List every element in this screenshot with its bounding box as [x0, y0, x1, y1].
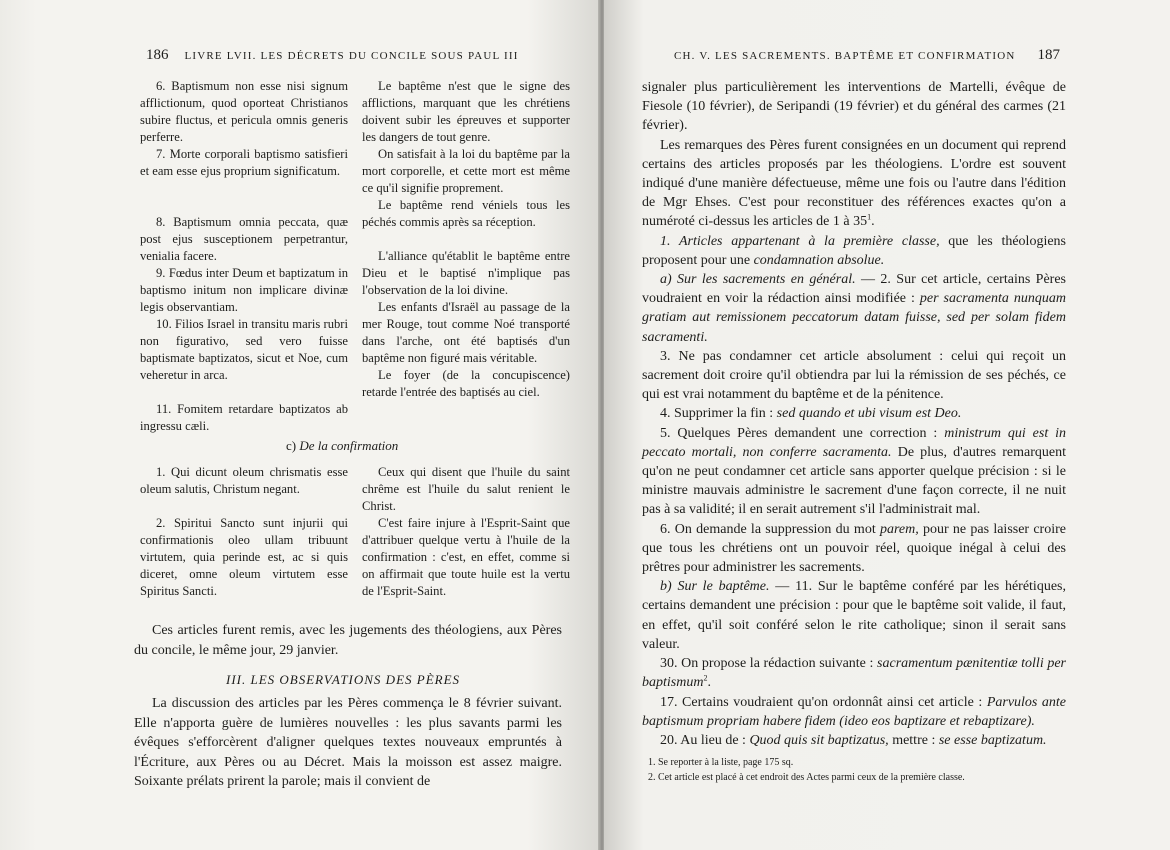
latin-article-11: 11. Fomitem retardare baptizatos ab ingressu cæli. [140, 402, 348, 433]
subsection-heading: c) De la confirmation [286, 438, 399, 453]
latin-article-9: 9. Fœdus inter Deum et baptizatum in baptismo initum non implicare divinæ legis observantiam. [140, 266, 348, 314]
french-article-11: Le foyer (de la concupiscence) retarde l'entrée des baptisés au ciel. [362, 368, 570, 399]
right-page-number: 187 [1037, 47, 1060, 63]
french-confirmation-1: Ceux qui disent que l'huile du saint chrême est l'huile du salut renient le Christ. [362, 465, 570, 513]
paragraph-article-6: 6. On demande la suppression du mot parem, pour ne pas laisser croire que tous les chrétiens ont un pouvoir réel, quoique inégal à celui des prêtres pour administrer les sacrements. [642, 521, 1066, 576]
latin-confirmation-1: 1. Qui dicunt oleum chrismatis esse oleum salutis, Christum negant. [140, 465, 348, 496]
footnote-1: 1. Se reporter à la liste, page 175 sq. [648, 757, 794, 768]
latin-article-6: 6. Baptismum non esse nisi signum afflictionum, quod oporteat Christianos subire fluctus, et pericula omnis generis perferre. [140, 79, 348, 144]
paragraph-sacraments-general: a) Sur les sacrements en général. — 2. Sur cet article, certains Pères voudraient en voir la rédaction ainsi modifiée : per sacramenta nunquam gratiam aut remissionem peccatorum datam fuisse, sed per solam fidem sacramenti. [642, 272, 1067, 345]
french-article-10: Les enfants d'Israël au passage de la mer Rouge, tout comme Noé transporté dans l'arche, ont été baptisés d'un baptême non figuré mais véritable. [362, 300, 570, 365]
subsection-title: De la confirmation [299, 438, 399, 453]
left-page-number: 186 [146, 47, 169, 63]
paragraph-baptism: b) Sur le baptême. — 11. Sur le baptême conféré par les hérétiques, certains demandent une précision : pour que le baptême soit valide, il faut, en effet, qu'il soit conféré selon le rite catholique; sinon il serait sans valeur. [642, 579, 1066, 652]
paragraph-interventions: signaler plus particulièrement les interventions de Martelli, évêque de Fiesole (10 février), de Seripandi (19 février) et du général des carmes (21 février). [642, 80, 1066, 134]
section-heading: III. LES OBSERVATIONS DES PÈRES [226, 672, 461, 687]
french-article-9: L'alliance qu'établit le baptême entre Dieu et le baptisé n'implique pas l'observation de la loi divine. [362, 249, 570, 297]
right-running-head [674, 47, 1060, 64]
french-confirmation-2: C'est faire injure à l'Esprit-Saint que d'attribuer quelque vertu à l'huile de la confirmation : c'est, en effet, comme si on affirmait que toute huile est la vertu de l'Esprit-Saint. [362, 516, 570, 598]
paragraph-article-4: 4. Supprimer la fin : sed quando et ubi visum est Deo. [660, 406, 962, 422]
paragraph-articles-remitted: Ces articles furent remis, avec les jugements des théologiens, aux Pères du concile, le même jour, 29 janvier. [134, 623, 562, 658]
right-page-body [642, 78, 1066, 750]
french-article-6: Le baptême n'est que le signe des afflictions, marquant que les chrétiens doivent subir les épreuves et supporter les dangers de tout genre. [362, 79, 570, 144]
paragraph-article-30: 30. On propose la rédaction suivante : sacramentum pænitentiæ tolli per baptismum$^2$. [642, 656, 1067, 691]
footnotes [648, 755, 1068, 785]
french-column-confirmation [362, 464, 570, 600]
latin-article-10: 10. Filios Israel in transitu maris rubri non figurativo, sed vero fuisse baptismate baptizatos, sicut et Noe, cum veheretur in arca. [140, 317, 348, 382]
paragraph-discussion: La discussion des articles par les Pères commença le 8 février suivant. Elle n'apporta guère de lumières nouvelles : les plus savants parmi les évêques s'efforcèrent d'aligner quelques textes nouveaux empruntés à l'Écriture, aux Pères ou au Décret. Mais la moisson est assez maigre. Soixante prélats prirent la parole; mais il convient de [134, 696, 562, 789]
paragraph-article-3: 3. Ne pas condamner cet article absolument : celui qui reçoit un sacrement doit croire qu'il obtiendra par lui la rémission de ses péchés, ce qui est vrai notamment du baptême et de la pénitence. [642, 348, 1066, 403]
right-running-title: CH. V. LES SACREMENTS. BAPTÊME ET CONFIRMATION [674, 50, 1016, 62]
latin-article-7: 7. Morte corporali baptismo satisfieri et eam esse ejus proprium significatum. [140, 147, 348, 178]
paragraph-remarks: Les remarques des Pères furent consignées en un document qui reprend certains des articles proposés par les théologiens. L'ordre est souvent indiqué d'une manière défectueuse, même une fois ou l'autre dans l'édition de Mgr Ehses. C'est pour reconstituer des références exactes qu'on a numéroté ci-dessus les articles de 1 à $35^1$. [642, 137, 1066, 230]
latin-column [140, 78, 348, 435]
french-article-8: Le baptême rend véniels tous les péchés commis après sa réception. [362, 198, 570, 229]
french-column [362, 78, 570, 401]
left-running-head [146, 47, 519, 64]
latin-article-8: 8. Baptismum omnia peccata, quæ post ejus susceptionem perpetrantur, venialia facere. [140, 215, 348, 263]
french-article-7: On satisfait à la loi du baptême par la mort corporelle, et cette mort est même ce qu'il signifie proprement. [362, 147, 570, 195]
left-running-title: LIVRE LVII. LES DÉCRETS DU CONCILE SOUS PAUL III [184, 50, 519, 62]
paragraph-article-17: 17. Certains voudraient qu'on ordonnât ainsi cet article : Parvulos ante baptismum propriam habere fidem (ideo eos baptizare et rebaptizare). [642, 694, 1067, 729]
paragraph-article-5: 5. Quelques Pères demandent une correction : ministrum qui est in peccato mortali, non conferre sacramenta. De plus, d'autres remarquent qu'on ne peut condamner cet article sans apporter quelque précision : si le ministre mauvais administre le sacrement d'une façon correcte, il ne nuit pas à sa validité; il en serait autrement s'il l'administrait mal. [642, 425, 1066, 518]
paragraph-first-class: 1. Articles appartenant à la première classe, que les théologiens proposent pour une condamnation absolue. [642, 233, 1067, 268]
paragraph-article-20: 20. Au lieu de : Quod quis sit baptizatus, mettre : se esse baptizatum. [660, 732, 1047, 748]
latin-confirmation-2: 2. Spiritui Sancto sunt injurii qui confirmationis oleo ullam tribuunt virtutem, quia perinde est, ac si quis diceret, omne oleum virtutem esse Spiritus Sancti. [140, 516, 348, 598]
articles-confirmation-columns [140, 464, 570, 614]
latin-column-confirmation [140, 464, 348, 600]
articles-baptism-columns [140, 78, 570, 433]
footnote-2: 2. Cet article est placé à cet endroit des Actes parmi ceux de la première classe. [648, 772, 965, 783]
